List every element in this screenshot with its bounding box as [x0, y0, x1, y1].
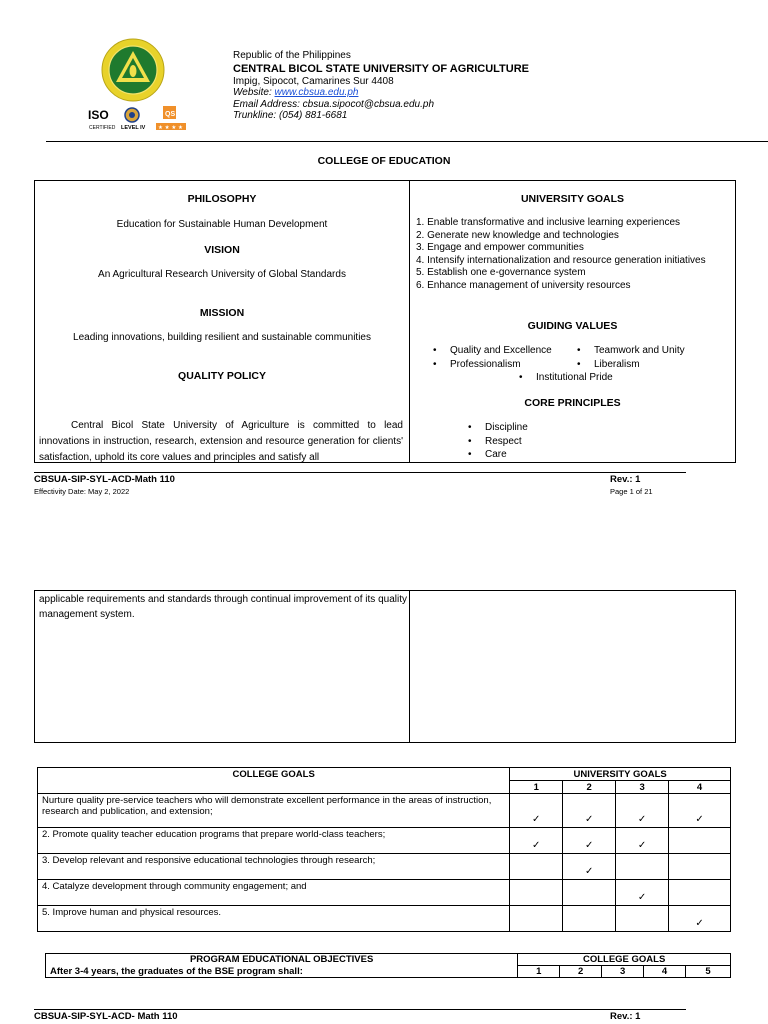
republic-line: Republic of the Philippines [233, 50, 351, 61]
goal-check: ✓ [669, 794, 731, 828]
certification-badges [86, 104, 188, 134]
mission-heading: MISSION [199, 307, 245, 319]
footer-revision: Rev.: 1 [610, 1011, 641, 1022]
iso-badge-sub: CERTIFIED [89, 125, 116, 131]
svg-text:★ ★ ★ ★: ★ ★ ★ ★ [158, 125, 183, 131]
peo-header: PROGRAM EDUCATIONAL OBJECTIVES [46, 954, 518, 966]
goal-check: ✓ [669, 906, 731, 932]
university-name: CENTRAL BICOL STATE UNIVERSITY OF AGRICULTURE [233, 62, 529, 75]
goal-col-header: 4 [669, 781, 731, 794]
college-goal-text: 3. Develop relevant and responsive educational technologies through research; [38, 854, 510, 880]
trunkline-line: Trunkline: (054) 881-6681 [233, 110, 348, 121]
vision-text: An Agricultural Research University of Global Standards [98, 269, 346, 280]
footer-page-number: Page 1 of 21 [610, 487, 653, 496]
philosophy-text: Education for Sustainable Human Development [116, 219, 328, 230]
goal-check [563, 906, 616, 932]
list-item: 2. Generate new knowledge and technologies [416, 229, 619, 241]
goal-check: ✓ [563, 794, 616, 828]
level-iv-badge [121, 108, 146, 131]
value-item: • Institutional Pride [536, 372, 613, 383]
goal-check [669, 880, 731, 906]
college-goal-text: 5. Improve human and physical resources. [38, 906, 510, 932]
goal-check [510, 880, 563, 906]
philosophy-goals-box [34, 180, 736, 463]
letterhead-text [233, 50, 529, 122]
table-row [38, 828, 731, 854]
list-item: 3. Engage and empower communities [416, 242, 584, 253]
table-row [38, 906, 731, 932]
list-item: 1. Enable transformative and inclusive learning experiences [416, 217, 681, 228]
goal-check: ✓ [510, 794, 563, 828]
college-title: COLLEGE OF EDUCATION [317, 155, 451, 167]
footer-revision: Rev.: 1 [610, 474, 641, 485]
header-divider [46, 141, 768, 142]
qs-badge-text: QS [165, 111, 176, 118]
value-item: • Teamwork and Unity [594, 345, 685, 356]
website-link[interactable]: www.cbsua.edu.ph [274, 87, 359, 98]
goal-check: ✓ [510, 828, 563, 854]
value-item: • Liberalism [594, 359, 640, 370]
college-goal-text: 2. Promote quality teacher education programs that prepare world-class teachers; [38, 828, 510, 854]
principle-item: • Care [485, 449, 507, 460]
university-goals-heading: UNIVERSITY GOALS [520, 193, 625, 205]
college-goal-text: 4. Catalyze development through community engagement; and [38, 880, 510, 906]
website-label: Website: [233, 87, 275, 98]
goal-col-header: 3 [616, 781, 669, 794]
goal-check [510, 854, 563, 880]
vision-heading: VISION [204, 244, 240, 256]
university-goals-header: UNIVERSITY GOALS [510, 768, 731, 781]
peo-col-header: 1 [518, 966, 560, 978]
peo-col-header: 4 [644, 966, 686, 978]
list-item: 6. Enhance management of university resources [416, 279, 631, 291]
goal-check: ✓ [616, 880, 669, 906]
mission-text: Leading innovations, building resilient and sustainable communities [73, 332, 371, 343]
quality-policy-continued-text: applicable requirements and standards through continual improvement of its quality management system. [39, 594, 407, 620]
peo-college-goals-header: COLLEGE GOALS [518, 954, 731, 966]
principle-item: • Respect [485, 436, 522, 447]
box-column-divider [409, 591, 410, 742]
college-goals-table [37, 767, 731, 932]
iso-certified-badge [88, 108, 116, 131]
qs-stars-badge [156, 106, 186, 131]
university-address: Impig, Sipocot, Camarines Sur 4408 [233, 75, 394, 87]
guiding-values-heading: GUIDING VALUES [527, 320, 618, 332]
footer-divider [34, 1009, 686, 1010]
quality-policy-heading: QUALITY POLICY [178, 370, 266, 382]
footer-effectivity: Effectivity Date: May 2, 2022 [34, 487, 130, 496]
footer-doc-code: CBSUA-SIP-SYL-ACD- Math 110 [34, 1011, 178, 1022]
peo-col-header: 5 [686, 966, 731, 978]
goal-check [669, 828, 731, 854]
footer-doc-code: CBSUA-SIP-SYL-ACD-Math 110 [34, 474, 175, 485]
table-row [38, 880, 731, 906]
email-line: Email Address: cbsua.sipocot@cbsua.edu.ph [233, 98, 435, 110]
goal-check [510, 906, 563, 932]
goal-check: ✓ [616, 794, 669, 828]
goal-check [616, 854, 669, 880]
level-badge-text: LEVEL IV [121, 125, 146, 131]
quality-policy-continued-box [34, 590, 736, 743]
peo-col-header: 3 [602, 966, 644, 978]
college-goals-header: COLLEGE GOALS [38, 768, 510, 794]
goal-check: ✓ [563, 828, 616, 854]
core-principles-heading: CORE PRINCIPLES [524, 397, 621, 409]
program-objectives-table [45, 953, 731, 978]
university-seal-logo [101, 38, 165, 102]
table-row [38, 854, 731, 880]
peo-col-header: 2 [560, 966, 602, 978]
goal-check [563, 880, 616, 906]
goal-col-header: 1 [510, 781, 563, 794]
philosophy-heading: PHILOSOPHY [187, 193, 257, 205]
website-line [233, 87, 529, 99]
table-row [38, 794, 731, 828]
goal-check: ✓ [563, 854, 616, 880]
goal-col-header: 2 [563, 781, 616, 794]
quality-policy-text: Central Bicol State University of Agriculture is committed to lead innovations in instruction, research, extension and resource generation for clients' satisfaction, uphold its core values and principles and satisfy all [39, 420, 403, 463]
list-item: 4. Intensify internationalization and resource generation initiatives [416, 254, 706, 266]
goal-check [669, 854, 731, 880]
principle-item: • Discipline [485, 422, 528, 433]
footer-divider [34, 472, 686, 473]
value-item: • Quality and Excellence [450, 345, 552, 356]
iso-badge-text: ISO [88, 108, 109, 122]
list-item: 5. Establish one e-governance system [416, 267, 586, 278]
university-goals-list [416, 217, 731, 292]
college-goal-text: Nurture quality pre-service teachers who will demonstrate excellent performance in the areas of instruction, research and publication, and extension; [38, 794, 510, 828]
value-item: • Professionalism [450, 359, 521, 370]
peo-subheader: After 3-4 years, the graduates of the BSE program shall: [46, 966, 518, 978]
goal-check: ✓ [616, 828, 669, 854]
goal-check [616, 906, 669, 932]
